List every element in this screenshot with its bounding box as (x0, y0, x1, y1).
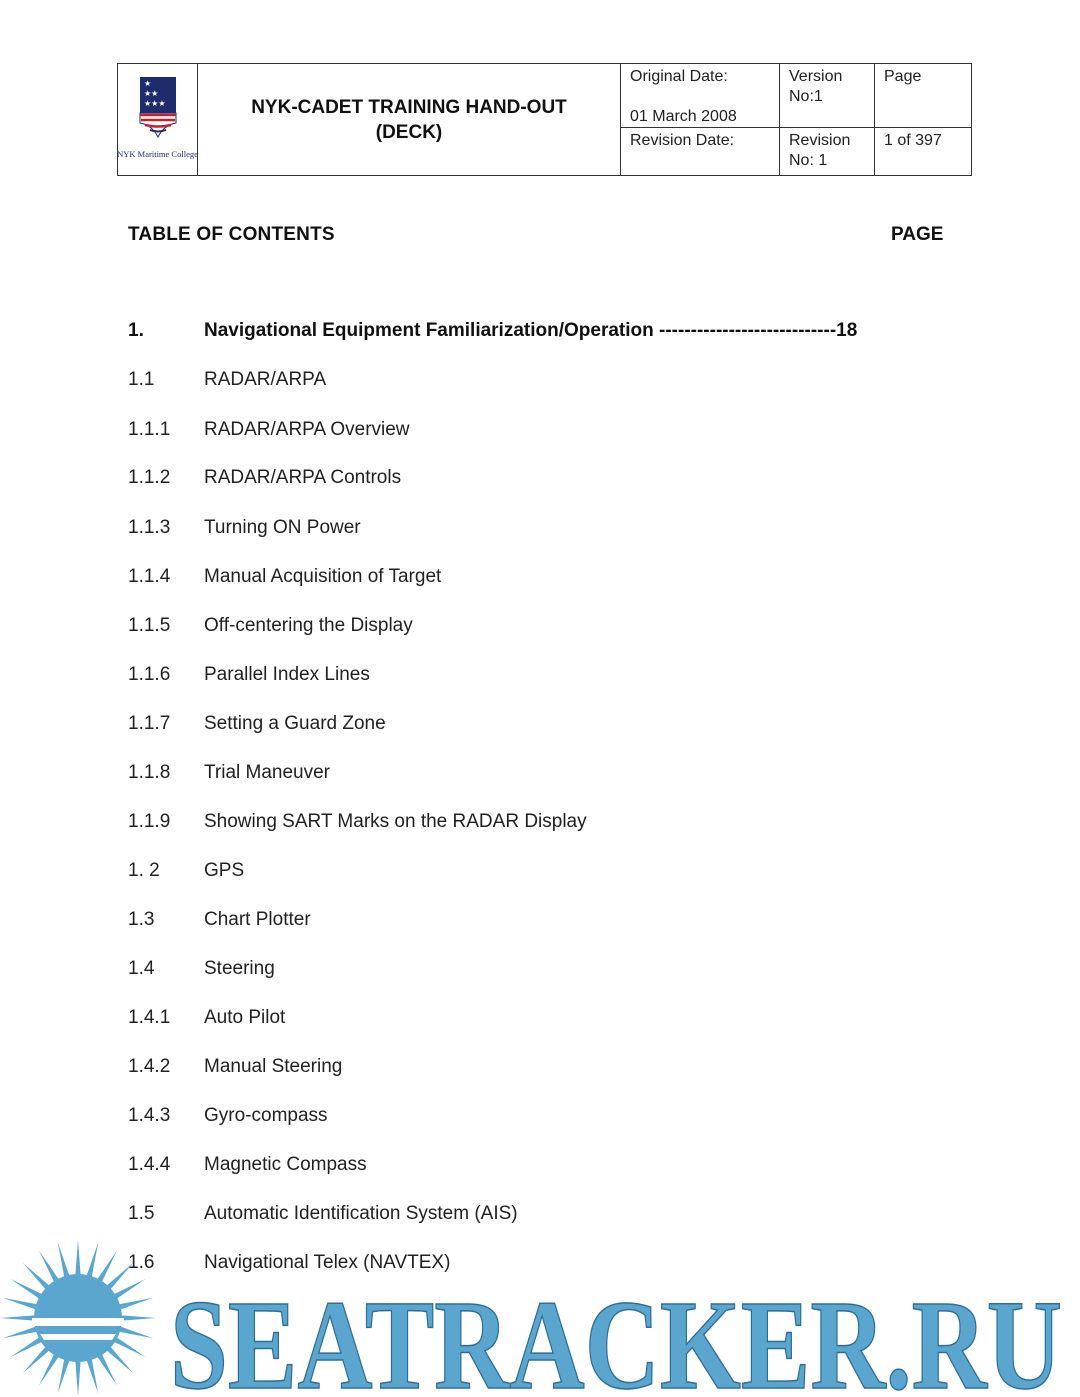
sun-ray (3, 1298, 41, 1311)
toc-entry-number: 1.1.2 (128, 467, 171, 488)
toc-entry[interactable] (0, 713, 1000, 739)
page-label-cell (875, 64, 972, 128)
version-cell (780, 64, 875, 128)
sun-ray (75, 1358, 81, 1396)
toc-entry-number: 1.4.4 (128, 1154, 171, 1175)
toc-entry-number: 1.4.3 (128, 1105, 171, 1126)
toc-entry[interactable] (0, 762, 1000, 788)
sun-ray (86, 1243, 99, 1281)
toc-entry[interactable] (0, 909, 1000, 935)
svg-text:★★★: ★★★ (143, 99, 166, 108)
sun-ray (116, 1326, 154, 1339)
title-line-2: (DECK) (375, 121, 443, 143)
toc-entry-number: 1.1 (128, 369, 155, 390)
sun-ray (58, 1356, 71, 1394)
svg-text:★★: ★★ (143, 89, 158, 98)
sun-ray (86, 1356, 99, 1394)
toc-entry[interactable] (0, 958, 1000, 984)
toc-entry-number: 1.5 (128, 1203, 155, 1224)
logo-cell (118, 64, 198, 176)
toc-entry-title: Manual Steering (204, 1056, 343, 1077)
revision-label: Revision (789, 132, 851, 149)
toc-entry-title: Showing SART Marks on the RADAR Display (204, 811, 587, 832)
toc-entry-number: 1.4 (128, 958, 155, 979)
toc-entry[interactable] (0, 566, 1000, 592)
toc-entry[interactable] (0, 467, 1000, 493)
toc-entry-title: Parallel Index Lines (204, 664, 370, 685)
revision-cell (780, 128, 875, 176)
sun-ray (75, 1240, 81, 1278)
sun-ray (58, 1243, 71, 1281)
page-number-cell (875, 128, 972, 176)
version-label: Version (789, 68, 843, 85)
nyk-maritime-college-logo (138, 75, 178, 143)
toc-entry-title: Magnetic Compass (204, 1154, 367, 1175)
toc-entry-number: 1.1.8 (128, 762, 171, 783)
toc-entry[interactable] (0, 860, 1000, 886)
toc-entry-number: 1.4.1 (128, 1007, 171, 1028)
toc-entry[interactable] (0, 1105, 1000, 1131)
page-label: Page (884, 68, 922, 85)
revision-date-cell (621, 128, 780, 176)
title-line-1: NYK-CADET TRAINING HAND-OUT (251, 96, 567, 118)
toc-entry-number: 1. 2 (128, 860, 160, 881)
toc-entry[interactable] (0, 615, 1000, 641)
revision-number: No: 1 (789, 152, 828, 169)
toc-entry-title: Chart Plotter (204, 909, 311, 930)
toc-entry-title: RADAR/ARPA Overview (204, 419, 410, 440)
watermark-text: SEATRACKER.RU (170, 1274, 1062, 1397)
toc-entry-title: RADAR/ARPA (204, 369, 327, 390)
sun-burst-icon (0, 1240, 156, 1396)
revision-date-label: Revision Date: (630, 132, 735, 149)
svg-text:★: ★ (143, 79, 151, 88)
toc-entry-title: Manual Acquisition of Target (204, 566, 442, 587)
toc-entry-number: 1.3 (128, 909, 155, 930)
page-number: 1 of 397 (884, 132, 942, 149)
toc-entry-title: Navigational Equipment Familiarization/Operation ----------------------------18 (204, 320, 858, 341)
toc-page-heading: PAGE (891, 224, 944, 245)
toc-entry[interactable] (0, 664, 1000, 690)
toc-entry[interactable] (0, 1154, 1000, 1180)
toc-entry-number: 1.1.9 (128, 811, 171, 832)
document-header-table (117, 63, 972, 176)
toc-entry-title: Automatic Identification System (AIS) (204, 1203, 518, 1224)
toc-entry-title: Turning ON Power (204, 517, 361, 538)
version-number: No:1 (789, 88, 823, 105)
toc-entry-title: Navigational Telex (NAVTEX) (204, 1252, 451, 1273)
toc-entry-number: 1. (128, 320, 144, 341)
toc-entry[interactable] (0, 1203, 1000, 1229)
toc-entry-title: RADAR/ARPA Controls (204, 467, 402, 488)
toc-entry[interactable] (0, 320, 1000, 346)
toc-entry-number: 1.1.3 (128, 517, 171, 538)
toc-entry-title: Steering (204, 958, 275, 979)
toc-entry-number: 1.4.2 (128, 1056, 171, 1077)
toc-entry-number: 1.6 (128, 1252, 155, 1273)
toc-heading: TABLE OF CONTENTS (128, 224, 335, 245)
toc-entry-number: 1.1.1 (128, 419, 171, 440)
toc-entry-title: Gyro-compass (204, 1105, 328, 1126)
toc-entry[interactable] (0, 517, 1000, 543)
toc-entry[interactable] (0, 369, 1000, 395)
toc-entry-title: GPS (204, 860, 245, 881)
toc-entry[interactable] (0, 1056, 1000, 1082)
toc-entry-title: Off-centering the Display (204, 615, 413, 636)
original-date-value: 01 March 2008 (630, 108, 737, 125)
toc-entry[interactable] (0, 811, 1000, 837)
toc-entry-title: Auto Pilot (204, 1007, 286, 1028)
toc-entry-number: 1.1.7 (128, 713, 171, 734)
toc-entry-number: 1.1.5 (128, 615, 171, 636)
toc-entry-title: Setting a Guard Zone (204, 713, 386, 734)
seatracker-watermark (0, 1238, 1080, 1397)
original-date-cell (621, 64, 780, 128)
toc-entry[interactable] (0, 419, 1000, 445)
logo-caption: NYK Maritime College (117, 149, 198, 159)
toc-entry[interactable] (0, 1007, 1000, 1033)
sun-ray (3, 1326, 41, 1339)
sun-ray (116, 1298, 154, 1311)
toc-entry-title: Trial Maneuver (204, 762, 331, 783)
toc-entry-number: 1.1.4 (128, 566, 171, 587)
document-title (198, 64, 621, 176)
toc-entry-number: 1.1.6 (128, 664, 171, 685)
original-date-label: Original Date: (630, 68, 728, 85)
